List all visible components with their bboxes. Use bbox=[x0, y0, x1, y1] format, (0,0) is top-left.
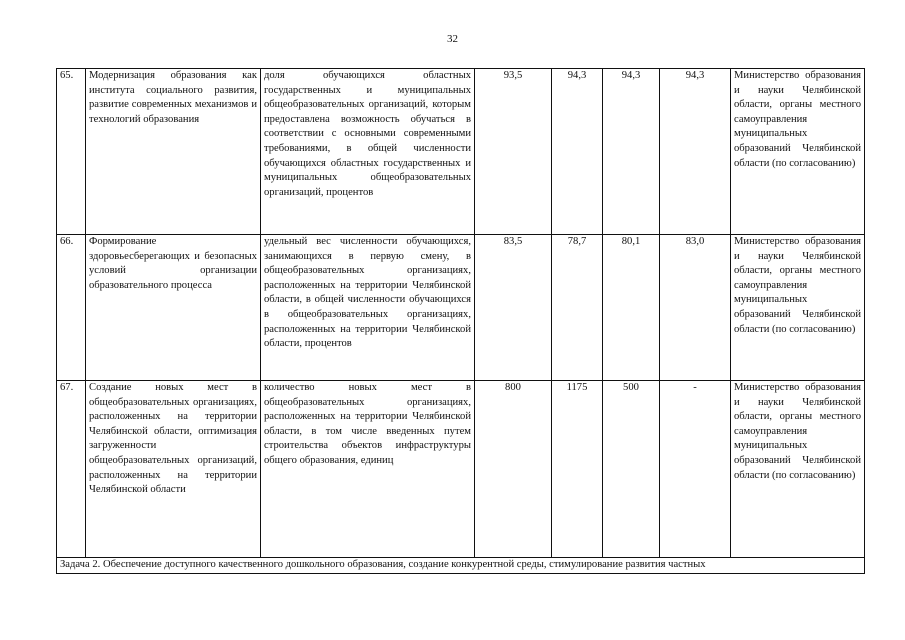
responsible-executors: Министерство образования и науки Челябинской области, органы местного самоуправления муниципальных образований Челябинской области (по согласованию) bbox=[731, 381, 865, 558]
task-row bbox=[57, 558, 865, 574]
row-number: 65. bbox=[57, 69, 86, 235]
table-row bbox=[57, 235, 865, 381]
task-heading: Задача 2. Обеспечение доступного качественного дошкольного образования, создание конкурентной среды, стимулирование развития частных bbox=[57, 558, 865, 574]
event-name: Формирование здоровьесберегающих и безопасных условий организации образовательного процесса bbox=[86, 235, 261, 381]
value-year-3: 94,3 bbox=[603, 69, 660, 235]
value-year-3: 80,1 bbox=[603, 235, 660, 381]
value-year-4: - bbox=[660, 381, 731, 558]
row-number: 66. bbox=[57, 235, 86, 381]
program-table bbox=[56, 68, 865, 574]
event-name: Создание новых мест в общеобразовательных организациях, расположенных на территории Челябинской области, оптимизация загруженности общеобразовательных организаций, расположенных на территории Челябинской области bbox=[86, 381, 261, 558]
row-number: 67. bbox=[57, 381, 86, 558]
table-row bbox=[57, 381, 865, 558]
responsible-executors: Министерство образования и науки Челябинской области, органы местного самоуправления муниципальных образований Челябинской области (по согласованию) bbox=[731, 69, 865, 235]
value-year-1: 93,5 bbox=[475, 69, 552, 235]
value-year-2: 94,3 bbox=[552, 69, 603, 235]
indicator-name: количество новых мест в общеобразовательных организациях, расположенных на территории Челябинской области, в том числе введенных путем строительства объектов инфраструктуры общего образования, единиц bbox=[261, 381, 475, 558]
value-year-4: 83,0 bbox=[660, 235, 731, 381]
value-year-1: 800 bbox=[475, 381, 552, 558]
value-year-2: 78,7 bbox=[552, 235, 603, 381]
page-number: 32 bbox=[447, 33, 458, 45]
value-year-4: 94,3 bbox=[660, 69, 731, 235]
table-row bbox=[57, 69, 865, 235]
responsible-executors: Министерство образования и науки Челябинской области, органы местного самоуправления муниципальных образований Челябинской области (по согласованию) bbox=[731, 235, 865, 381]
value-year-3: 500 bbox=[603, 381, 660, 558]
value-year-2: 1175 bbox=[552, 381, 603, 558]
value-year-1: 83,5 bbox=[475, 235, 552, 381]
indicator-name: удельный вес численности обучающихся, занимающихся в первую смену, в общеобразовательных организациях, расположенных на территории Челябинской области, в общей численности обучающихся в общеобразовательных организациях, расположенных на территории Челябинской области, процентов bbox=[261, 235, 475, 381]
indicator-name: доля обучающихся областных государственных и муниципальных общеобразовательных организаций, которым предоставлена возможность обучаться в соответствии с основными современными требованиями, в общей численности обучающихся областных государственных и муниципальных общеобразовательных организаций, процентов bbox=[261, 69, 475, 235]
event-name: Модернизация образования как института социального развития, развитие современных механизмов и технологий образования bbox=[86, 69, 261, 235]
